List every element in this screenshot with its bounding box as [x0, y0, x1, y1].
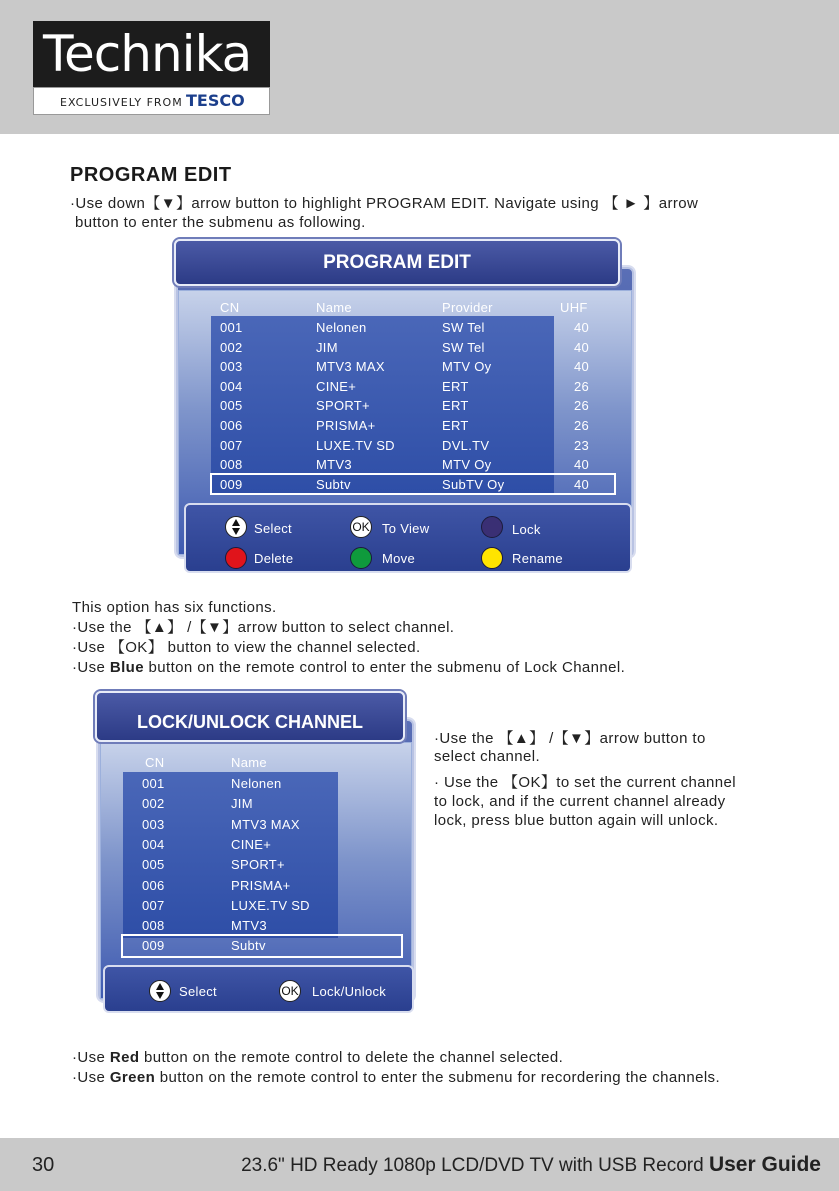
program-row-name: MTV3 — [316, 457, 352, 473]
functions-line-3: ·Use 【OK】 button to view the channel selected. — [72, 639, 421, 656]
legend-rename-label: Rename — [512, 551, 563, 566]
lock-up-down-icon — [149, 980, 171, 1002]
lock-row-cn: 007 — [142, 897, 165, 913]
yellow-button-icon — [481, 547, 503, 569]
program-row-name: PRISMA+ — [316, 418, 376, 433]
lock-row-name: LUXE.TV SD — [231, 897, 310, 913]
lock-menu-title: LOCK/UNLOCK CHANNEL — [95, 691, 405, 742]
program-row-name: LUXE.TV SD — [316, 437, 395, 453]
lock-col-header-cn: CN — [145, 755, 165, 770]
legend-select-label: Select — [254, 521, 292, 536]
page-number: 30 — [32, 1154, 55, 1176]
program-edit-title: PROGRAM EDIT — [174, 239, 620, 286]
lock-row-name: MTV3 — [231, 918, 267, 934]
program-row-provider: DVL.TV — [442, 437, 490, 453]
program-row-uhf: 26 — [574, 378, 590, 394]
green-button-instruction: ·Use Green button on the remote control to enter the submenu for recordering the channels. — [72, 1069, 721, 1086]
program-row-uhf: 40 — [574, 457, 590, 473]
program-row-cn: 001 — [220, 320, 243, 335]
program-list — [211, 316, 554, 494]
program-row-provider: SW Tel — [442, 320, 485, 335]
lock-row-name: Subtv — [231, 938, 266, 954]
logo-tagline: EXCLUSIVELY FROM — [60, 96, 183, 109]
program-row-name: MTV3 MAX — [316, 359, 385, 375]
program-row-uhf: 40 — [574, 359, 590, 375]
program-row-cn: 008 — [220, 457, 243, 473]
program-row-uhf: 40 — [574, 320, 590, 335]
green-button-icon — [350, 547, 372, 569]
header-band — [0, 0, 839, 134]
lock-note-5: lock, press blue button again will unlock. — [434, 812, 719, 829]
col-header-uhf: UHF — [560, 300, 588, 315]
lock-col-header-name: Name — [231, 755, 267, 770]
functions-line-2: ·Use the 【▲】 /【▼】arrow button to select channel. — [72, 619, 455, 636]
lock-row-cn: 001 — [142, 776, 165, 791]
ok-button-icon: OK — [350, 516, 372, 538]
logo-text: Technika — [43, 25, 252, 83]
lock-row-cn: 003 — [142, 816, 165, 832]
functions-line-4: ·Use Blue button on the remote control to enter the submenu of Lock Channel. — [72, 659, 626, 676]
program-row-cn: 005 — [220, 398, 243, 414]
program-row-cn: 003 — [220, 359, 243, 375]
lock-note-3: · Use the 【OK】to set the current channel — [434, 774, 736, 791]
program-row-provider: ERT — [442, 418, 469, 433]
blue-button-icon — [481, 516, 503, 538]
program-row-provider: MTV Oy — [442, 359, 492, 375]
col-header-name: Name — [316, 300, 352, 315]
program-row-uhf: 40 — [574, 476, 590, 492]
program-row-uhf: 23 — [574, 437, 590, 453]
lock-ok-button-icon: OK — [279, 980, 301, 1002]
legend-move-label: Move — [382, 551, 415, 566]
program-row-cn: 002 — [220, 339, 243, 355]
functions-intro: This option has six functions. — [72, 599, 277, 616]
lock-row-cn: 002 — [142, 796, 165, 812]
legend-delete-label: Delete — [254, 551, 294, 566]
program-row-provider: MTV Oy — [442, 457, 492, 473]
lock-row-cn: 009 — [142, 938, 165, 954]
lock-legend-lock-unlock-label: Lock/Unlock — [312, 984, 387, 999]
program-row-provider: SW Tel — [442, 339, 485, 355]
red-button-instruction: ·Use Red button on the remote control to delete the channel selected. — [72, 1049, 564, 1066]
program-row-provider: SubTV Oy — [442, 476, 505, 492]
program-row-cn: 004 — [220, 378, 243, 394]
brand-logo — [33, 21, 270, 115]
lock-row-name: Nelonen — [231, 776, 282, 791]
program-row-uhf: 26 — [574, 398, 590, 414]
program-row-cn: 007 — [220, 437, 243, 453]
selected-row-highlight — [210, 473, 616, 495]
program-row-name: SPORT+ — [316, 398, 370, 414]
red-button-icon — [225, 547, 247, 569]
program-row-provider: ERT — [442, 398, 469, 414]
lock-row-name: PRISMA+ — [231, 877, 291, 893]
lock-legend-select-label: Select — [179, 984, 217, 999]
footer-band — [0, 1138, 839, 1191]
legend-to-view-label: To View — [382, 521, 430, 536]
program-row-uhf: 26 — [574, 418, 590, 433]
footer-title: 23.6" HD Ready 1080p LCD/DVD TV with USB Record User Guide — [241, 1153, 821, 1176]
section-title: PROGRAM EDIT — [70, 164, 232, 186]
program-row-name: Nelonen — [316, 320, 367, 335]
program-row-name: CINE+ — [316, 378, 357, 394]
col-header-provider: Provider — [442, 300, 493, 315]
lock-selected-row-highlight — [121, 934, 403, 958]
program-row-uhf: 40 — [574, 339, 590, 355]
col-header-cn: CN — [220, 300, 240, 315]
program-row-cn: 009 — [220, 476, 243, 492]
intro-line-1: ·Use down【▼】arrow button to highlight PROGRAM EDIT. Navigate using 【 ► 】arrow — [70, 195, 699, 212]
lock-note-4: to lock, and if the current channel already — [434, 793, 726, 810]
program-row-name: Subtv — [316, 476, 351, 492]
lock-row-name: CINE+ — [231, 836, 272, 852]
lock-row-name: JIM — [231, 796, 253, 812]
lock-note-1: ·Use the 【▲】 /【▼】arrow button to — [434, 730, 706, 747]
program-row-provider: ERT — [442, 378, 469, 394]
lock-note-2: select channel. — [434, 748, 541, 765]
lock-row-name: MTV3 MAX — [231, 816, 300, 832]
lock-row-cn: 005 — [142, 857, 165, 873]
lock-row-cn: 006 — [142, 877, 165, 893]
lock-row-cn: 004 — [142, 836, 165, 852]
program-row-name: JIM — [316, 339, 338, 355]
logo-brand: TESCO — [186, 91, 245, 110]
up-down-icon — [225, 516, 247, 538]
program-row-cn: 006 — [220, 418, 243, 433]
intro-line-2: button to enter the submenu as following. — [75, 214, 366, 231]
lock-row-cn: 008 — [142, 918, 165, 934]
lock-row-name: SPORT+ — [231, 857, 285, 873]
legend-lock-label: Lock — [512, 522, 541, 537]
